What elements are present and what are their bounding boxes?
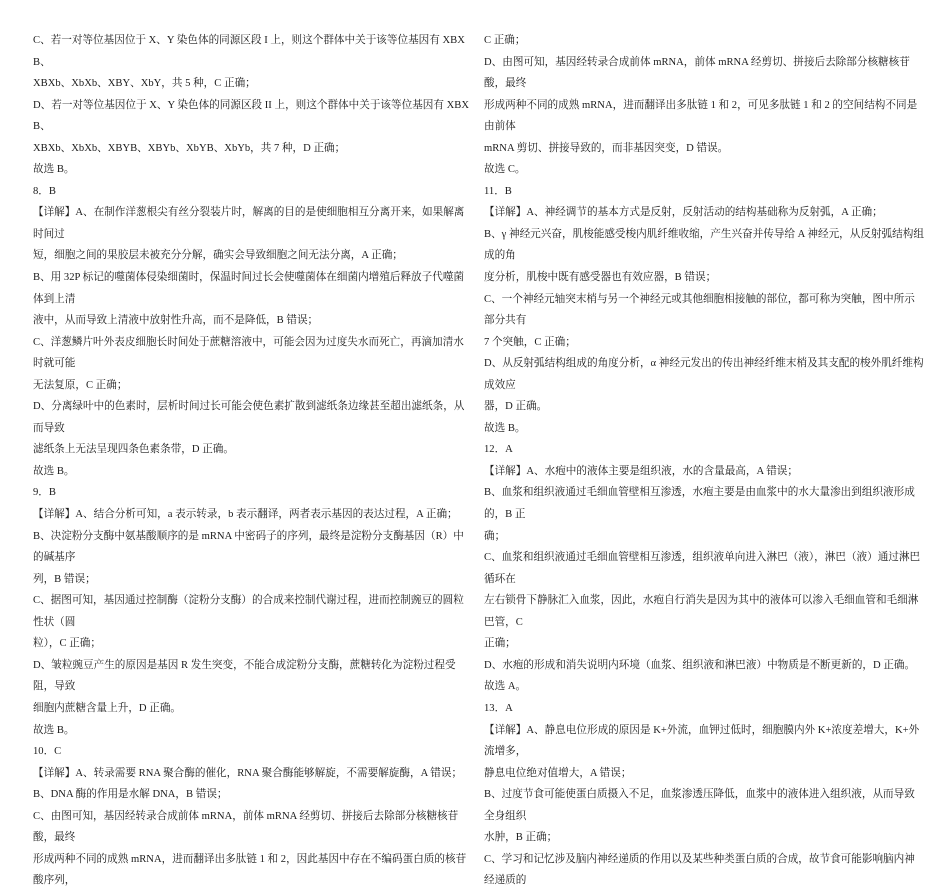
- text-line: mRNA 剪切、拼接导致的，而非基因突变，D 错误。: [484, 142, 729, 154]
- text-line: 故选 B。: [33, 724, 75, 736]
- text-line: 静息电位绝对值增大，A 错误；: [484, 767, 632, 779]
- text-line: 【详解】A、神经调节的基本方式是反射，反射活动的结构基础称为反射弧，A 正确；: [484, 207, 883, 219]
- text-line: 滤纸条上无法呈现四条色素条带，D 正确。: [33, 444, 234, 456]
- text-line: 故选 B。: [484, 422, 526, 434]
- text-line: 度分析，肌梭中既有感受器也有效应器，B 错误；: [484, 272, 717, 284]
- text-line: B、γ 神经元兴奋，肌梭能感受梭内肌纤维收缩，产生兴奋并传导给 A 神经元，从反射弧结构组成的角: [484, 228, 924, 262]
- text-line: C、血浆和组织液通过毛细血管壁相互渗透，组织液单向进入淋巴（液），淋巴（液）通过淋巴循环在: [484, 552, 921, 585]
- text-line: 8．B: [33, 185, 56, 197]
- text-line: 7 个突触，C 正确；: [484, 336, 576, 348]
- text-line: C、由图可知，基因经转录合成前体 mRNA，前体 mRNA 经剪切、拼接后去除部分核糖核苷酸，最终: [33, 810, 459, 844]
- text-line: 形成两种不同的成熟 mRNA，进而翻译出多肽链 1 和 2，因此基因中存在不编码蛋白质的核苷酸序列，: [33, 853, 467, 887]
- text-line: B、用 32P 标记的噬菌体侵染细菌时，保温时间过长会使噬菌体在细菌内增殖后释放子代噬菌体到上清: [33, 272, 465, 305]
- text-line: B、DNA 酶的作用是水解 DNA，B 错误；: [33, 789, 228, 801]
- text-line: D、水疱的形成和消失说明内环境（血浆、组织液和淋巴液）中物质是不断更新的，D 正确。: [484, 659, 916, 671]
- text-line: 11．B: [484, 185, 512, 197]
- text-line: D、分离绿叶中的色素时，层析时间过长可能会使色素扩散到滤纸条边缘甚至超出滤纸条，从而导致: [33, 401, 465, 434]
- text-line: 粒），C 正确；: [33, 638, 101, 650]
- text-line: B、血浆和组织液通过毛细血管壁相互渗透，水疱主要是由血浆中的水大量渗出到组织液形成的，B 正: [484, 487, 915, 521]
- text-line: 正确；: [484, 638, 516, 650]
- text-line: 故选 A。: [484, 681, 527, 693]
- text-line: XBXb、XbXb、XBYB、XBYb、XbYB、XbYb，共 7 种，D 正确；: [33, 142, 346, 154]
- text-line: C、学习和记忆涉及脑内神经递质的作用以及某些种类蛋白质的合成，故节食可能影响脑内神经递质的: [484, 853, 915, 887]
- text-line: 10．C: [33, 746, 62, 758]
- text-line: 故选 B。: [33, 164, 75, 176]
- text-line: D、由图可知，基因经转录合成前体 mRNA，前体 mRNA 经剪切、拼接后去除部分核糖核苷酸，最终: [484, 56, 910, 90]
- text-line: C、据图可知，基因通过控制酶（淀粉分支酶）的合成来控制代谢过程，进而控制豌豆的圆粒性状（圆: [33, 595, 464, 628]
- left-column: [33, 30, 473, 892]
- text-line: C 正确；: [484, 35, 526, 46]
- text-line: 左右锁骨下静脉汇入血浆，因此，水疱自行消失是因为其中的液体可以渗入毛细血管和毛细淋巴管，C: [484, 595, 919, 628]
- text-line: 9．B: [33, 487, 56, 499]
- text-line: 器，D 正确。: [484, 401, 548, 413]
- text-line: 短，细胞之间的果胶层未被充分分解，确实会导致细胞之间无法分离，A 正确；: [33, 250, 403, 262]
- text-line: C、洋葱鳞片叶外表皮细胞长时间处于蔗糖溶液中，可能会因为过度失水而死亡，再滴加清水时就可能: [33, 336, 464, 370]
- text-line: 确；: [484, 530, 506, 542]
- text-line: 13．A: [484, 702, 513, 714]
- text-line: B、过度节食可能使蛋白质摄入不足，血浆渗透压降低，血浆中的液体进入组织液，从而导致全身组织: [484, 789, 915, 822]
- text-line: 【详解】A、在制作洋葱根尖有丝分裂装片时，解离的目的是使细胞相互分离开来，如果解离时间过: [33, 207, 465, 240]
- text-line: XBXb、XbXb、XBY、XbY，共 5 种，C 正确；: [33, 78, 256, 90]
- text-line: 故选 C。: [484, 164, 526, 176]
- right-column: [484, 30, 924, 892]
- text-line: B、决淀粉分支酶中氨基酸顺序的是 mRNA 中密码子的序列，最终是淀粉分支酶基因（R）中的碱基序: [33, 530, 464, 564]
- text-line: D、皱粒豌豆产生的原因是基因 R 发生突变，不能合成淀粉分支酶，蔗糖转化为淀粉过程受阻，导致: [33, 659, 456, 693]
- text-line: 【详解】A、结合分析可知，a 表示转录，b 表示翻译，两者表示基因的表达过程，A 正确；: [33, 509, 458, 521]
- text-line: 【详解】A、静息电位形成的原因是 K+外流，血钾过低时，细胞膜内外 K+浓度差增大，K+外流增多，: [484, 724, 920, 758]
- text-line: 无法复原，C 正确；: [33, 379, 128, 391]
- text-line: 形成两种不同的成熟 mRNA，进而翻译出多肽链 1 和 2，可见多肽链 1 和 2 的空间结构不同是由前体: [484, 99, 918, 133]
- text-line: 故选 B。: [33, 465, 75, 477]
- text-line: 【详解】A、水疱中的液体主要是组织液，水的含量最高，A 错误；: [484, 465, 798, 477]
- text-line: C、若一对等位基因位于 X、Y 染色体的同源区段 I 上，则这个群体中关于该等位基因有 XBXB、: [33, 35, 465, 68]
- text-line: 列，B 错误；: [33, 573, 96, 585]
- text-line: C、一个神经元轴突末梢与另一个神经元或其他细胞相接触的部位，都可称为突触，图中所示部分共有: [484, 293, 915, 327]
- text-line: 【详解】A、转录需要 RNA 聚合酶的催化，RNA 聚合酶能够解旋，不需要解旋酶，A 错误；: [33, 767, 463, 779]
- text-line: 液中，从而导致上清液中放射性升高，而不是降低，B 错误；: [33, 315, 319, 327]
- text-line: 细胞内蔗糖含量上升，D 正确。: [33, 702, 182, 714]
- text-line: D、从反射弧结构组成的角度分析，α 神经元发出的传出神经纤维末梢及其支配的梭外肌纤维构成效应: [484, 358, 924, 391]
- text-line: 12．A: [484, 444, 513, 456]
- text-line: D、若一对等位基因位于 X、Y 染色体的同源区段 II 上，则这个群体中关于该等位基因有 XBXB、: [33, 99, 470, 133]
- text-line: 水肿，B 正确；: [484, 832, 558, 844]
